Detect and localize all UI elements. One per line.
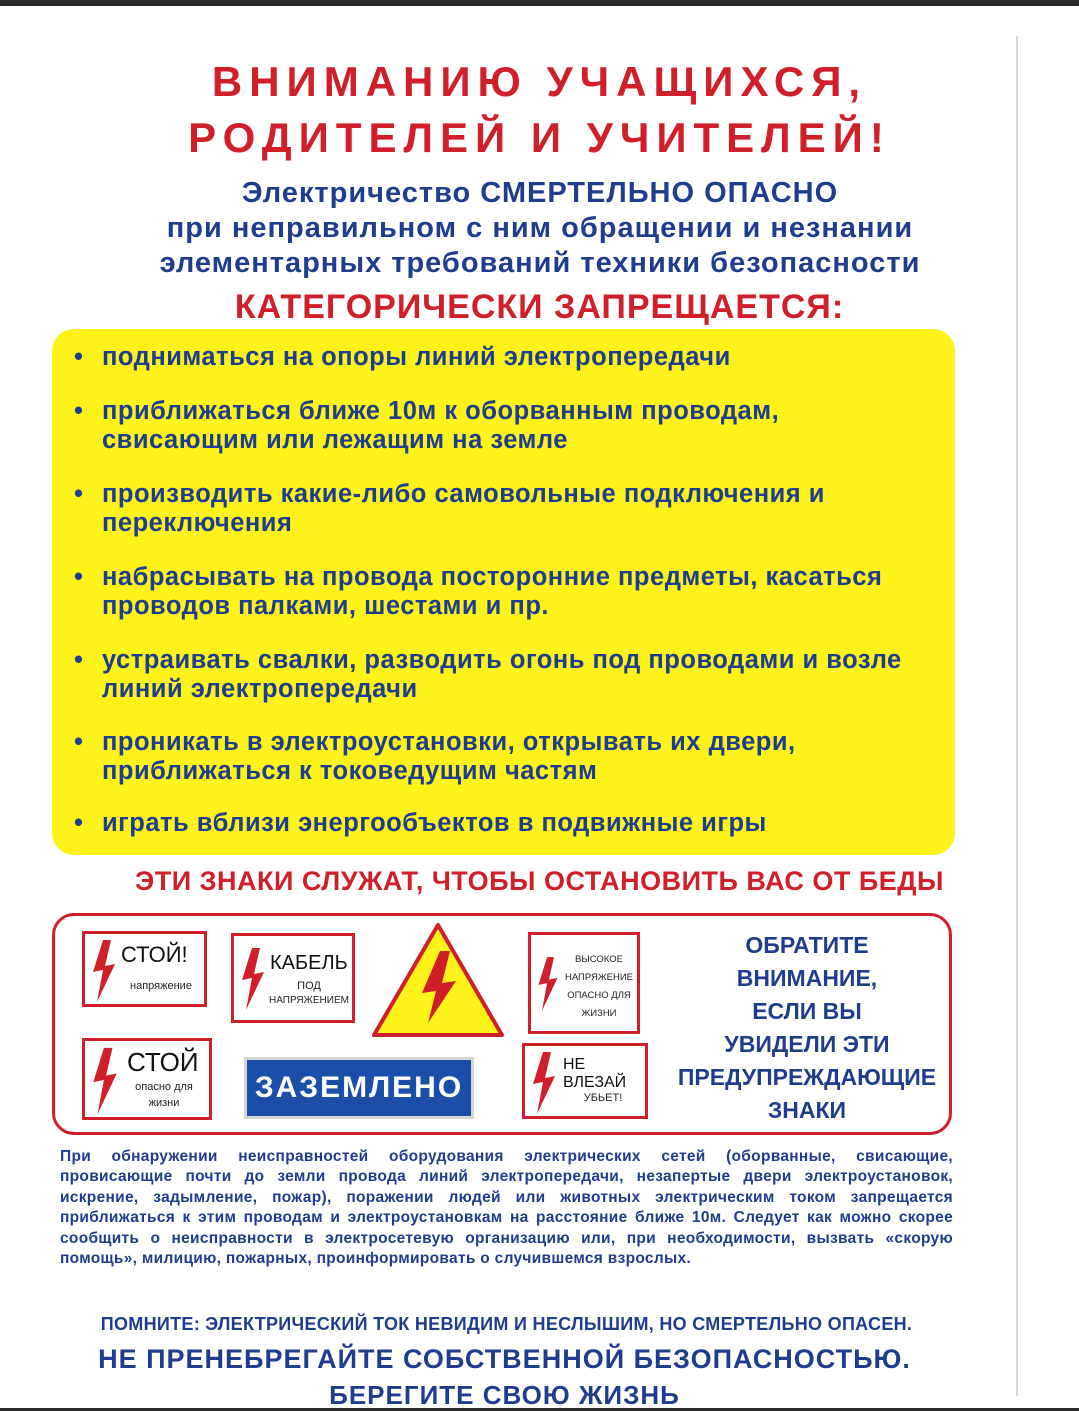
forbidden-item-text: подниматься на опоры линий электропередачи	[102, 343, 731, 371]
sign-high-label: ВЫСОКОЕ	[575, 954, 623, 965]
sign-stop-label: СТОЙ	[127, 1047, 199, 1077]
forbidden-item-text: играть вблизи энергообъектов в подвижные игры	[102, 809, 767, 837]
forbidden-item	[74, 809, 934, 838]
forbidden-item	[74, 728, 934, 786]
sign-life-label: жизни	[148, 1097, 180, 1109]
sign-do-not-climb	[522, 1043, 648, 1119]
attention-line: УВИДЕЛИ ЭТИ	[724, 1031, 890, 1057]
poster-sheet	[0, 6, 1079, 1408]
sign-cable-label: КАБЕЛЬ	[270, 952, 348, 974]
forbidden-item-text: набрасывать на провода посторонние предметы, касаться проводов палками, шестами и пр.	[102, 563, 883, 620]
intro-line-1-start: Электричество	[241, 177, 481, 209]
attention-line: ЗНАКИ	[767, 1097, 847, 1123]
forbidden-list-panel	[52, 329, 955, 855]
intro-line-3: элементарных требований техники безопасности	[159, 247, 921, 279]
forbidden-title: КАТЕГОРИЧЕСКИ ЗАПРЕЩАЕТСЯ:	[234, 288, 845, 326]
intro-deadly-dangerous: СМЕРТЕЛЬНО ОПАСНО	[480, 177, 839, 209]
attention-line: ПРЕДУПРЕЖДАЮЩИЕ	[677, 1064, 937, 1090]
neglect-warning: НЕ ПРЕНЕБРЕГАЙТЕ СОБСТВЕННОЙ БЕЗОПАСНОСТЬЮ.	[98, 1344, 911, 1374]
attention-line: ОБРАТИТЕ	[745, 932, 869, 958]
sign-will-kill-label: УБЬЕТ!	[583, 1092, 623, 1104]
attention-line: ЕСЛИ ВЫ	[752, 998, 862, 1024]
intro-line-1	[40, 176, 1040, 211]
bullet-icon: •	[74, 728, 84, 756]
sign-life-label: ЖИЗНИ	[581, 1008, 617, 1019]
sign-stop-label: СТОЙ!	[121, 942, 188, 967]
bullet-icon: •	[74, 563, 84, 591]
forbidden-item	[74, 480, 934, 538]
attention-note	[672, 929, 942, 1127]
bullet-icon: •	[74, 809, 84, 837]
sign-voltage-label: НАПРЯЖЕНИЕ	[564, 972, 634, 983]
forbidden-item	[74, 343, 934, 372]
save-life-slogan: БЕРЕГИТЕ СВОЮ ЖИЗНЬ	[329, 1380, 680, 1410]
sign-cable-live	[231, 933, 355, 1023]
sign-grounded: ЗАЗЕМЛЕНО	[244, 1057, 474, 1119]
forbidden-item-text: производить какие-либо самовольные подключения и переключения	[102, 480, 825, 537]
sign-under-label: ПОД	[297, 980, 321, 992]
high-voltage-triangle-icon	[370, 921, 506, 1039]
sign-voltage-label: НАПРЯЖЕНИЕМ	[269, 995, 349, 1006]
intro-line-2: при неправильном с ним обращении и незнании	[166, 212, 914, 244]
heading-line-2: РОДИТЕЛЕЙ И УЧИТЕЛЕЙ!	[188, 114, 891, 161]
forbidden-item-text: проникать в электроустановки, открывать их двери, приближаться к токоведущим частям	[102, 728, 796, 785]
instructions-paragraph: При обнаружении неисправностей оборудования электрических сетей (оборванные, свисающие, провисающие почти до земли провода линий электропередачи, незапертые двери электроустановок, искрение, задымление, пожар), поражении людей или животных электрическим током запрещается приближаться к этим проводам и электроустановкам на расстояние ближе 10м. Следует как можно скорее сообщить о неисправности в электросетевую организацию или, при необходимости, вызвать «скорую помощь», милицию, пожарных, проинформировать о случившемся взрослых.	[60, 1148, 953, 1268]
forbidden-item	[74, 397, 934, 455]
sign-stop-danger	[82, 1038, 212, 1120]
forbidden-item	[74, 646, 934, 704]
bullet-icon: •	[74, 646, 84, 674]
sign-do-not-climb-label: НЕ ВЛЕЗАЙ	[563, 1056, 627, 1091]
heading-line-1: ВНИМАНИЮ УЧАЩИХСЯ,	[211, 58, 868, 105]
signs-title: ЭТИ ЗНАКИ СЛУЖАТ, ЧТОБЫ ОСТАНОВИТЬ ВАС ОТ БЕДЫ	[135, 866, 944, 896]
intro-text	[40, 176, 1040, 281]
lightning-arrow-icon	[529, 1050, 559, 1116]
sign-voltage-label: напряжение	[130, 980, 192, 992]
bullet-icon: •	[74, 343, 84, 371]
remember-note: ПОМНИТЕ: ЭЛЕКТРИЧЕСКИЙ ТОК НЕВИДИМ И НЕСЛЫШИМ, НО СМЕРТЕЛЬНО ОПАСЕН.	[100, 1314, 913, 1334]
sign-danger-label: ОПАСНО ДЛЯ	[567, 990, 631, 1001]
bullet-icon: •	[74, 397, 84, 425]
lightning-arrow-icon	[535, 941, 561, 1027]
forbidden-item	[74, 563, 934, 621]
forbidden-item-text: устраивать свалки, разводить огонь под проводами и возле линий электропередачи	[102, 646, 902, 703]
sign-stop-voltage	[82, 931, 207, 1007]
sign-danger-label: опасно для	[135, 1081, 193, 1093]
lightning-arrow-icon	[89, 938, 119, 1004]
sign-high-voltage	[528, 932, 640, 1034]
attention-line: ВНИМАНИЕ,	[736, 965, 878, 991]
bullet-icon: •	[74, 480, 84, 508]
forbidden-item-text: приближаться ближе 10м к оборванным проводам, свисающим или лежащим на земле	[102, 397, 780, 454]
lightning-arrow-icon	[89, 1044, 121, 1118]
